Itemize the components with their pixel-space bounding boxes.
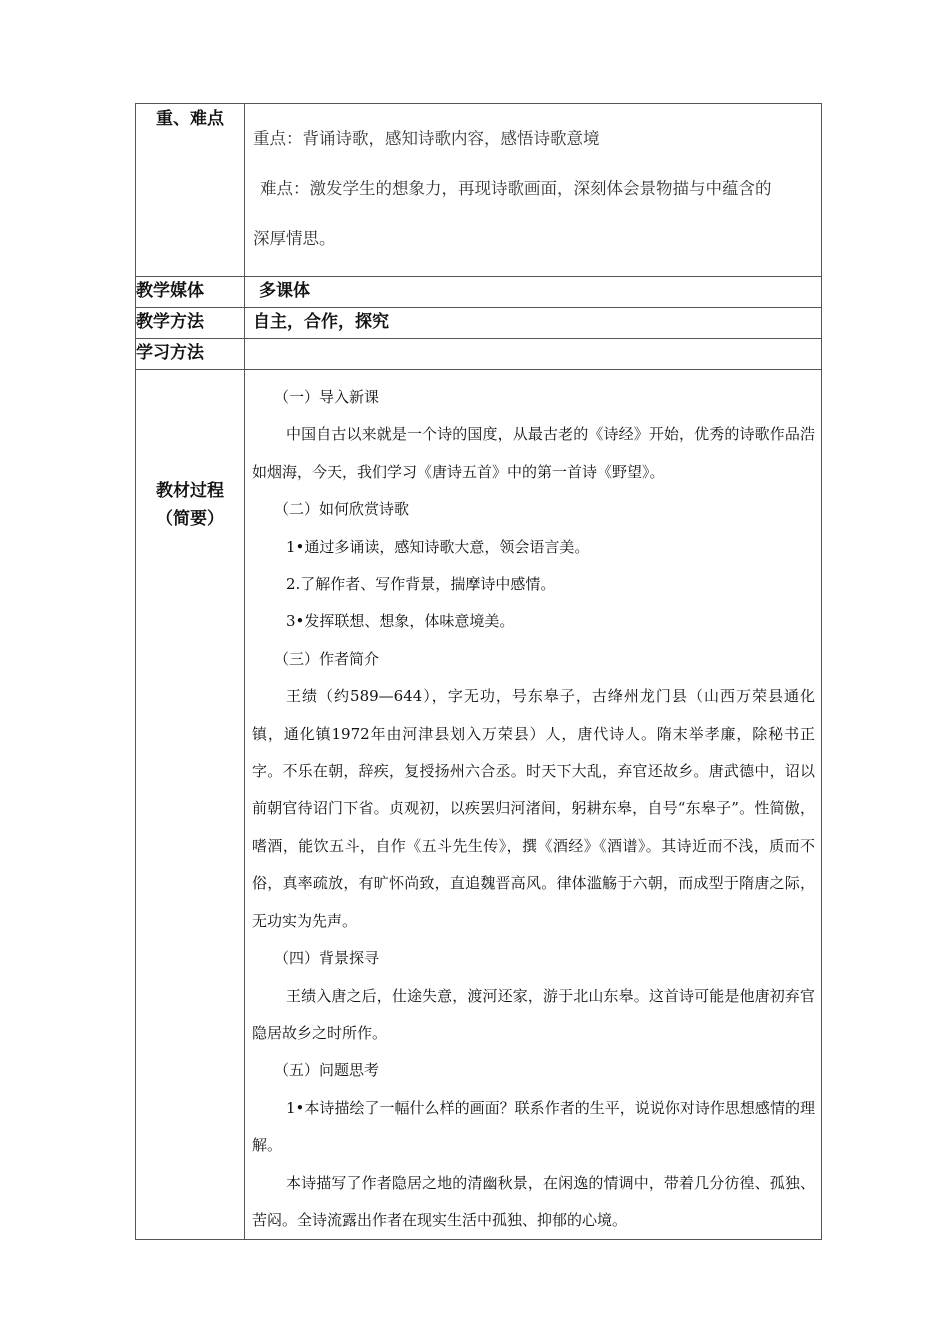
list-item: 1•通过多诵读，感知诗歌大意，领会语言美。 [286,537,590,556]
key-points-label: 重、难点 [136,104,245,277]
paragraph: 中国自古以来就是一个诗的国度，从最古老的《诗经》开始，优秀的诗歌作品浩如烟海，今天，我们学习《唐诗五首》中的第一首诗《野望》。 [252,425,815,481]
section-heading: （四）背景探寻 [274,949,380,968]
list-item: 3•发挥联想、想象，体味意境美。 [286,612,515,631]
paragraph: 王绩入唐之后，仕途失意，渡河还家，游于北山东皋。这首诗可能是他唐初弃官隐居故乡之时所作。 [252,986,815,1042]
section-heading: （三）作者简介 [274,649,380,668]
row-teaching-method [136,308,822,339]
difficulty-text-line1: 难点：激发学生的想象力，再现诗歌画面，深刻体会景物描与中蕴含的 [260,179,772,198]
media-value: 多课体 [245,277,822,308]
row-key-points [136,104,822,277]
process-label: 教材过程 [156,480,224,501]
section-heading: （五）问题思考 [274,1061,380,1080]
key-points-content [245,104,822,277]
process-sublabel: （简要） [156,508,224,529]
section-heading: （一）导入新课 [274,388,380,406]
focus-text: 重点：背诵诗歌，感知诗歌内容，感悟诗歌意境 [253,129,600,148]
process-label-cell [136,370,245,1240]
paragraph: 1•本诗描绘了一幅什么样的画面？联系作者的生平，说说你对诗作思想感情的理解。 [252,1098,815,1155]
media-label: 教学媒体 [136,277,245,308]
list-item: 2.了解作者、写作背景，揣摩诗中感情。 [286,575,556,594]
difficulty-text-line2: 深厚情思。 [253,229,336,248]
section-heading: （二）如何欣赏诗歌 [274,500,410,519]
learning-method-label: 学习方法 [136,339,245,370]
teaching-method-label: 教学方法 [136,308,245,339]
teaching-method-value: 自主，合作，探究 [245,308,822,339]
paragraph: 本诗描写了作者隐居之地的清幽秋景，在闲逸的情调中，带着几分彷徨、孤独、苦闷。全诗流露出作者在现实生活中孤独、抑郁的心境。 [252,1173,815,1229]
learning-method-value [245,339,822,370]
process-content [245,370,822,1240]
paragraph: 王绩（约589—644），字无功，号东皋子，古绛州龙门县（山西万荣县通化镇，通化镇1972年由河津县划入万荣县）人，唐代诗人。隋末举孝廉，除秘书正字。不乐在朝，辞疾，复授扬州六合丞。时天下大乱，弃官还故乡。唐武德中，诏以前朝官待诏门下省。贞观初，以疾罢归河渚间，躬耕东皋，自号“东皋子”。性简傲，嗜酒，能饮五斗，自作《五斗先生传》，撰《酒经》《酒谱》。其诗近而不浅，质而不俗，真率疏放，有旷怀尚致，直追魏晋高风。律体滥觞于六朝，而成型于隋唐之际，无功实为先声。 [252,687,815,930]
row-process [136,370,822,1240]
row-learning-method [136,339,822,370]
row-media [136,277,822,308]
lesson-plan-table [135,103,822,1240]
